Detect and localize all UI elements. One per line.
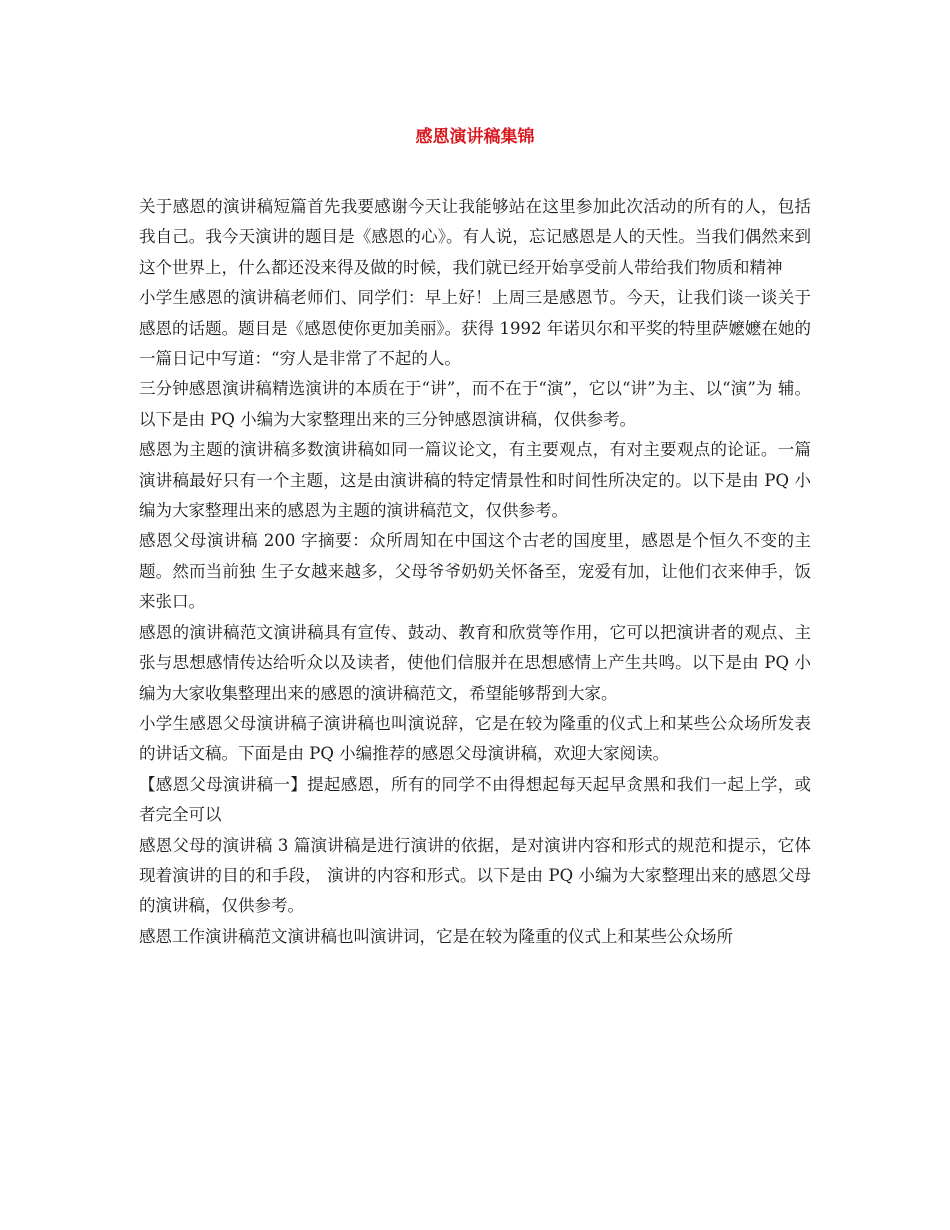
- paragraph: 小学生感恩父母演讲稿子演讲稿也叫演说辞，它是在较为隆重的仪式上和某些公众场所发表的讲话文稿。下面是由 PQ 小编推荐的感恩父母演讲稿，欢迎大家阅读。: [139, 713, 811, 764]
- document-title: 感恩演讲稿集锦: [415, 127, 535, 147]
- paragraph: 感恩父母演讲稿 200 字摘要：众所周知在中国这个古老的国度里，感恩是个恒久不变的主题。然而当前独 生子女越来越多，父母爷爷奶奶关怀备至，宠爱有加，让他们衣来伸手，饭来张口。: [139, 531, 811, 612]
- paragraph: 小学生感恩的演讲稿老师们、同学们：早上好！上周三是感恩节。今天，让我们谈一谈关于感恩的话题。题目是《感恩使你更加美丽》。获得 1992 年诺贝尔和平奖的特里萨嬷嬷在她的一篇日记中写道：“穷人是非常了不起的人。: [139, 288, 811, 369]
- paragraph: 感恩工作演讲稿范文演讲稿也叫演讲词，它是在较为隆重的仪式上和某些公众场所: [139, 926, 733, 946]
- paragraph: 感恩父母的演讲稿 3 篇演讲稿是进行演讲的依据，是对演讲内容和形式的规范和提示，它体现着演讲的目的和手段， 演讲的内容和形式。以下是由 PQ 小编为大家整理出来的感恩父母的演讲稿，仅供参考。: [139, 835, 811, 916]
- document-body: [139, 192, 811, 952]
- paragraph: 感恩为主题的演讲稿多数演讲稿如同一篇议论文，有主要观点，有对主要观点的论证。一篇演讲稿最好只有一个主题，这是由演讲稿的特定情景性和时间性所决定的。以下是由 PQ 小编为大家整理出来的感恩为主题的演讲稿范文，仅供参考。: [139, 440, 811, 521]
- paragraph: 三分钟感恩演讲稿精选演讲的本质在于“讲”，而不在于“演”，它以“讲”为主、以“演”为 辅。以下是由 PQ 小编为大家整理出来的三分钟感恩演讲稿，仅供参考。: [139, 379, 811, 429]
- paragraph: 感恩的演讲稿范文演讲稿具有宣传、鼓动、教育和欣赏等作用，它可以把演讲者的观点、主张与思想感情传达给听众以及读者，使他们信服并在思想感情上产生共鸣。以下是由 PQ 小编为大家收集整理出来的感恩的演讲稿范文，希望能够帮到大家。: [139, 622, 811, 703]
- paragraph: 关于感恩的演讲稿短篇首先我要感谢今天让我能够站在这里参加此次活动的所有的人，包括我自己。我今天演讲的题目是《感恩的心》。有人说，忘记感恩是人的天性。当我们偶然来到这个世界上，什么都还没来得及做的时候，我们就已经开始享受前人带给我们物质和精神: [139, 197, 811, 277]
- paragraph: 【感恩父母演讲稿一】提起感恩，所有的同学不由得想起每天起早贪黑和我们一起上学，或者完全可以: [139, 774, 811, 825]
